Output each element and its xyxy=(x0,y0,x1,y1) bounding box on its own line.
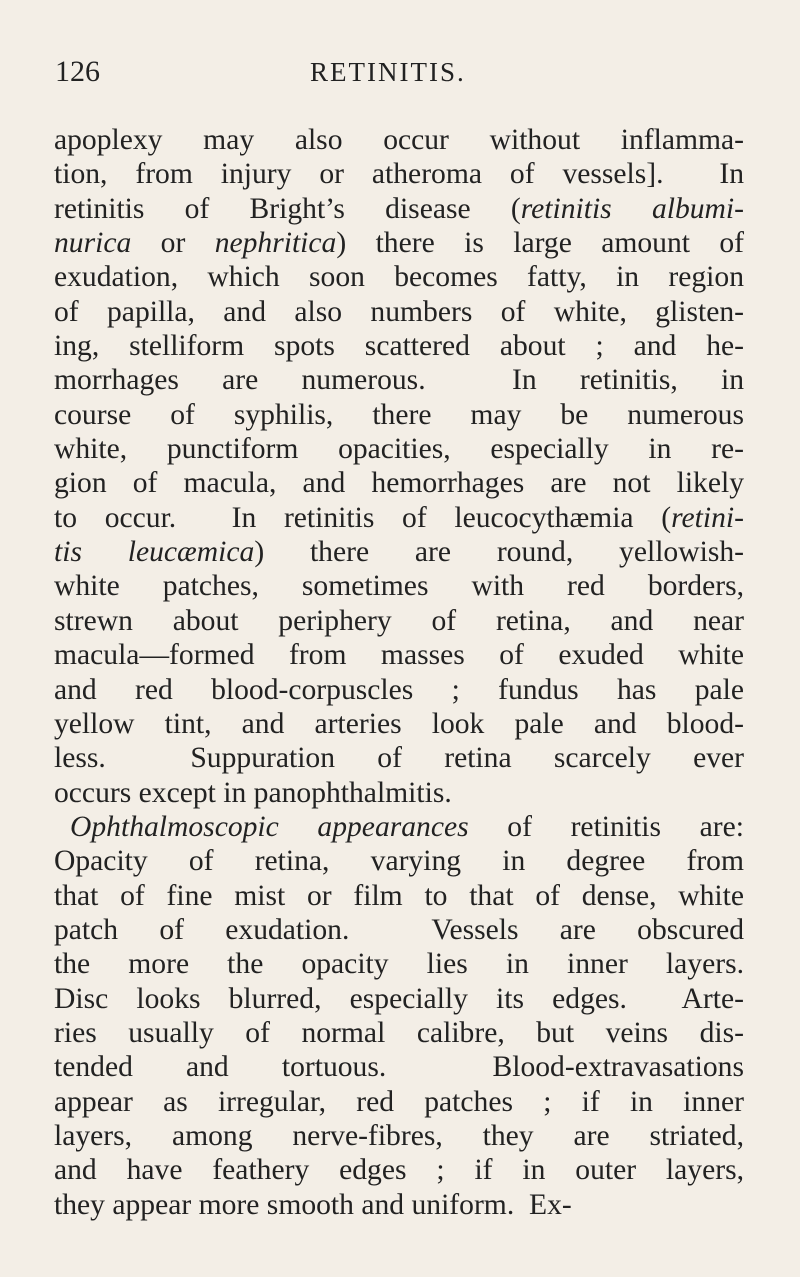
text-segment: tion, from injury or atheroma of vessels]. In xyxy=(54,158,744,191)
text-line xyxy=(54,1153,744,1187)
text-line xyxy=(54,363,744,397)
text-line xyxy=(54,432,744,466)
text-segment: macula—formed from masses of exuded white xyxy=(54,639,744,672)
text-segment: or xyxy=(131,227,215,260)
body-text xyxy=(54,123,744,1222)
italic-text-segment: retini- xyxy=(671,501,744,534)
text-segment: ) there is large amount of xyxy=(336,227,745,260)
text-line xyxy=(54,192,744,226)
text-line xyxy=(54,913,744,947)
text-line xyxy=(54,466,744,500)
text-line xyxy=(54,982,744,1016)
text-segment: ) there are round, yellowish- xyxy=(254,536,744,569)
italic-text-segment: tis leucæmica xyxy=(54,536,255,569)
text-segment: that of fine mist or film to that of dense, white xyxy=(54,879,744,912)
text-segment: layers, among nerve-fibres, they are striated, xyxy=(54,1119,744,1152)
text-line xyxy=(54,329,744,363)
text-line xyxy=(54,535,744,569)
text-segment: and red blood-corpuscles ; fundus has pale xyxy=(54,673,744,706)
text-segment: gion of macula, and hemorrhages are not likely xyxy=(54,467,744,500)
text-segment: and have feathery edges ; if in outer layers, xyxy=(54,1154,744,1187)
text-segment: morrhages are numerous. In retinitis, in xyxy=(54,364,744,397)
text-segment: they appear more smooth and uniform. Ex- xyxy=(54,1188,572,1221)
text-segment: apoplexy may also occur without inflamma- xyxy=(54,124,744,156)
italic-text-segment: Ophthalmoscopic appearances xyxy=(70,810,469,843)
text-segment: exudation, which soon becomes fatty, in region xyxy=(54,261,744,294)
page-number: 126 xyxy=(55,55,100,88)
text-segment: retinitis of Bright’s disease ( xyxy=(54,192,521,225)
text-line xyxy=(54,879,744,913)
page-header xyxy=(55,52,742,92)
text-segment: white, punctiform opacities, especially in re- xyxy=(54,433,744,466)
text-segment: ing, stelliform spots scattered about ; and he- xyxy=(54,330,744,363)
text-line xyxy=(54,569,744,603)
text-line xyxy=(54,501,744,535)
text-segment: tended and tortuous. Blood-extravasations xyxy=(54,1051,744,1084)
text-segment: to occur. In retinitis of leucocythæmia ( xyxy=(54,501,672,534)
italic-text-segment: nurica xyxy=(54,227,132,260)
italic-text-segment: nephritica xyxy=(214,227,337,260)
text-segment: ries usually of normal calibre, but veins dis- xyxy=(54,1016,744,1049)
text-segment: appear as irregular, red patches ; if in inner xyxy=(54,1085,744,1118)
text-segment: the more the opacity lies in inner layers. xyxy=(54,948,744,981)
text-line xyxy=(54,810,744,844)
text-line xyxy=(54,157,744,191)
text-line xyxy=(54,260,744,294)
text-segment: white patches, sometimes with red borders, xyxy=(54,570,744,603)
text-segment: of retinitis are: xyxy=(468,810,744,843)
text-line xyxy=(54,295,744,329)
text-line xyxy=(54,673,744,707)
text-line xyxy=(54,707,744,741)
text-segment: less. Suppuration of retina scarcely ever xyxy=(54,742,744,775)
running-head: RETINITIS. xyxy=(310,57,466,87)
text-line xyxy=(54,776,744,810)
text-line xyxy=(54,1188,744,1222)
text-segment: yellow tint, and arteries look pale and blood- xyxy=(54,707,744,740)
text-line xyxy=(54,1050,744,1084)
text-line xyxy=(54,947,744,981)
text-segment: Opacity of retina, varying in degree from xyxy=(54,845,744,878)
text-line xyxy=(54,1016,744,1050)
text-line xyxy=(54,604,744,638)
text-segment: course of syphilis, there may be numerous xyxy=(54,398,744,431)
text-line xyxy=(54,123,744,157)
text-line xyxy=(54,844,744,878)
text-segment: of papilla, and also numbers of white, glisten- xyxy=(54,295,744,328)
text-line xyxy=(54,226,744,260)
text-segment: Disc looks blurred, especially its edges. Arte- xyxy=(54,982,744,1015)
text-segment: occurs except in panophthalmitis. xyxy=(54,776,452,809)
text-line xyxy=(54,638,744,672)
text-segment: strewn about periphery of retina, and near xyxy=(54,604,744,637)
text-line xyxy=(54,398,744,432)
text-line xyxy=(54,1085,744,1119)
text-line xyxy=(54,741,744,775)
text-line xyxy=(54,1119,744,1153)
text-segment: patch of exudation. Vessels are obscured xyxy=(54,913,744,946)
italic-text-segment: retinitis albumi- xyxy=(520,192,744,225)
